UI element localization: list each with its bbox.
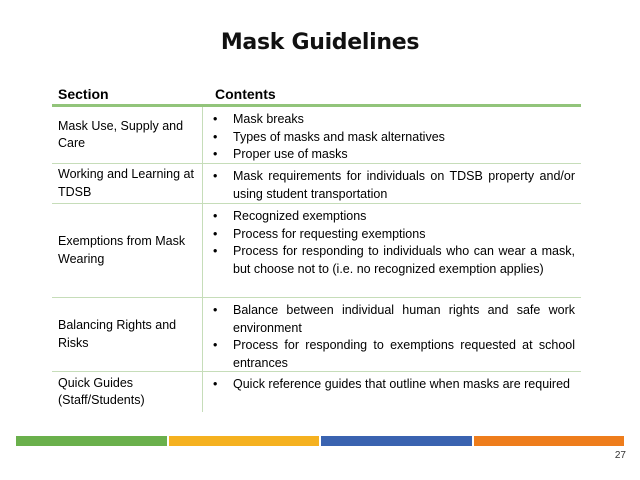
bullet-glyph: • [213, 209, 218, 223]
header-contents: Contents [215, 86, 276, 102]
row-section-label: Quick Guides (Staff/Students) [58, 375, 145, 407]
bullet-text: Quick reference guides that outline when masks are required [233, 377, 570, 391]
row-section-label: Mask Use, Supply and Care [58, 118, 184, 150]
table-header-row [52, 80, 581, 107]
bullet-text: Mask breaks [233, 112, 304, 126]
bullet-glyph: • [213, 338, 218, 352]
bullet-text: Proper use of masks [233, 147, 348, 161]
row-contents-cell [203, 298, 581, 371]
bullet-item [213, 168, 575, 203]
row-contents-cell [203, 372, 581, 412]
footer-color-bar [16, 436, 624, 446]
row-section-cell [52, 298, 203, 371]
bullet-list [213, 111, 575, 164]
table-row [52, 298, 581, 372]
bullet-item [213, 376, 575, 394]
bullet-glyph: • [213, 129, 218, 144]
bullet-text: Balance between individual human rights and safe work environment [233, 303, 575, 335]
bullet-text: Types of masks and mask alternatives [233, 129, 445, 144]
bullet-text: Mask requirements for individuals on TDSB property and/or using student transportation [233, 169, 575, 201]
row-section-cell [52, 204, 203, 297]
row-contents-cell [203, 107, 581, 163]
bullet-glyph: • [213, 377, 218, 391]
footer-segment-green [16, 436, 167, 446]
guidelines-table [52, 80, 581, 412]
bullet-list [213, 168, 575, 203]
bullet-item [213, 129, 575, 147]
bullet-item [213, 243, 575, 278]
bullet-item [213, 302, 575, 337]
row-section-label: Exemptions from Mask Wearing [58, 234, 186, 266]
bullet-glyph: • [213, 147, 218, 161]
row-contents-cell [203, 204, 581, 297]
bullet-item [213, 111, 575, 129]
header-section: Section [58, 86, 109, 102]
footer-segment-yellow [169, 436, 320, 446]
bullet-text: Recognized exemptions [233, 209, 367, 223]
row-section-cell [52, 372, 203, 412]
row-section-label: Working and Learning at TDSB [58, 167, 194, 199]
footer-segment-blue [321, 436, 472, 446]
bullet-text: Process for responding to exemptions requested at school entrances [233, 338, 575, 370]
bullet-list [213, 376, 575, 394]
table-row [52, 204, 581, 298]
bullet-text: Process for responding to individuals who can wear a mask, but choose not to (i.e. no recognized exemption applies) [233, 244, 575, 276]
row-section-cell [52, 107, 203, 163]
row-contents-cell [203, 164, 581, 203]
bullet-item [213, 208, 575, 226]
bullet-glyph: • [213, 112, 218, 126]
bullet-item [213, 337, 575, 372]
table-row [52, 164, 581, 204]
page-number: 27 [614, 450, 626, 461]
bullet-glyph: • [213, 244, 218, 258]
bullet-glyph: • [213, 169, 218, 183]
row-section-cell [52, 164, 203, 203]
bullet-glyph: • [213, 303, 218, 317]
bullet-glyph: • [213, 226, 218, 241]
slide-title: Mask Guidelines [220, 30, 420, 55]
bullet-item [213, 226, 575, 244]
table-row [52, 107, 581, 164]
bullet-list [213, 302, 575, 372]
bullet-text: Process for requesting exemptions [233, 226, 426, 241]
footer-segment-orange [474, 436, 625, 446]
table-row [52, 372, 581, 412]
bullet-list [213, 208, 575, 278]
bullet-item [213, 146, 575, 164]
row-section-label: Balancing Rights and Risks [58, 318, 177, 350]
